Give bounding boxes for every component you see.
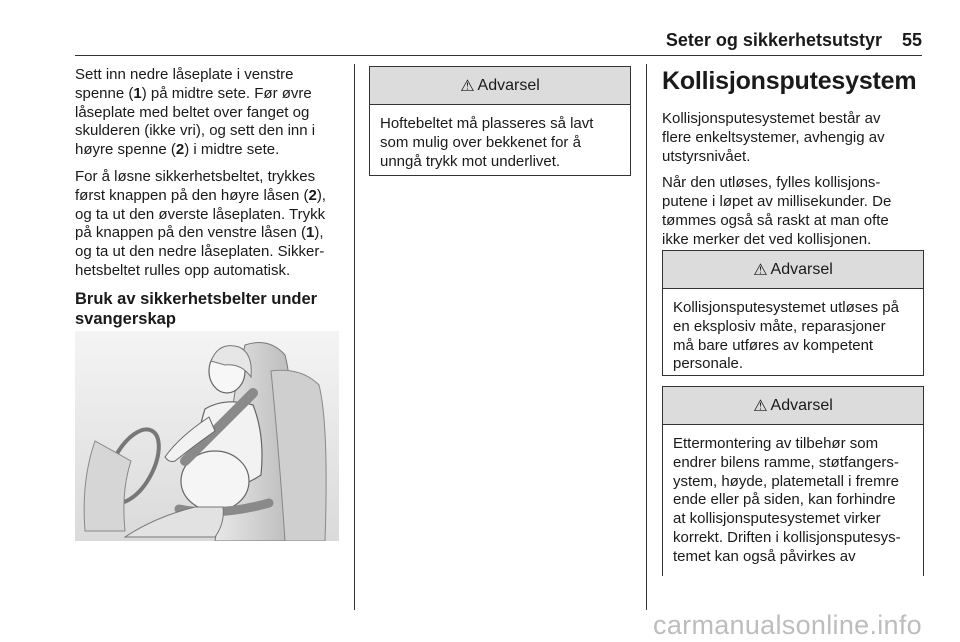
warning-text: Kollisjonsputesystemet utløses på en eksplosiv måte, reparasjoner må bare utføres av kompetent personale. — [673, 299, 899, 373]
header-rule — [75, 55, 922, 56]
warning-header: ⚠ Advarsel — [370, 67, 630, 105]
page-number: 55 — [901, 30, 922, 50]
warning-text: Hoftebeltet må plasseres så lavt som mulig over bekkenet for å unngå trykk mot underlivet. — [380, 115, 594, 170]
column-right — [662, 66, 924, 258]
warning-box-retrofit — [662, 386, 924, 576]
warning-triangle-icon: ⚠ — [753, 397, 768, 415]
watermark: carmanualsonline.info — [653, 610, 922, 640]
pregnant-driver-illustration — [75, 331, 339, 541]
warning-box-lap-belt — [369, 66, 631, 176]
section-title: Seter og sikkerhetsutstyr — [665, 30, 882, 50]
column-divider-1 — [354, 64, 355, 610]
paragraph-airbag-intro: Kollisjonsputesystemet består av flere enkeltsystemer, avhengig av utstyrsnivået. — [662, 110, 885, 165]
warning-header: ⚠ Advarsel — [663, 387, 923, 425]
warning-triangle-icon: ⚠ — [460, 77, 475, 95]
warning-text: Ettermontering av tilbehør som endrer bilens ramme, støtfangers- ystem, høyde, platemetall i fremre ende eller på siden, kan forhindre at kollisjonsputesystemet virker korrekt. Driften i kollisjonsputesys- temet kan også påvirkes av — [673, 435, 901, 565]
warning-header: ⚠ Advarsel — [663, 251, 923, 289]
subheading-pregnancy: Bruk av sikkerhetsbelter under svangerskap — [75, 289, 318, 328]
paragraph-insert-buckle: Sett inn nedre låseplate i venstre spenne (1) på midtre sete. Før øvre låseplate med beltet over fanget og skulderen (ikke vri), og sett den inn i høyre spenne (2) i midtre sete. — [75, 66, 316, 159]
heading-airbag-system: Kollisjonsputesystem — [662, 67, 917, 95]
column-left — [75, 66, 347, 337]
warning-triangle-icon: ⚠ — [753, 261, 768, 279]
paragraph-airbag-deploy: Når den utløses, fylles kollisjons- putene i løpet av millisekunder. De tømmes også så raskt at man ofte ikke merker det ved kollisjonen. — [662, 174, 892, 248]
page-header — [0, 0, 960, 56]
paragraph-release-belt: For å løsne sikkerhetsbeltet, trykkes først knappen på den høyre låsen (2), og ta ut den øverste låseplaten. Trykk på knappen på den venstre låsen (1), og ta ut den nedre låseplaten. Sikker- hetsbeltet rulles opp automatisk. — [75, 167, 326, 279]
warning-box-explosive — [662, 250, 924, 376]
column-divider-2 — [646, 64, 647, 610]
